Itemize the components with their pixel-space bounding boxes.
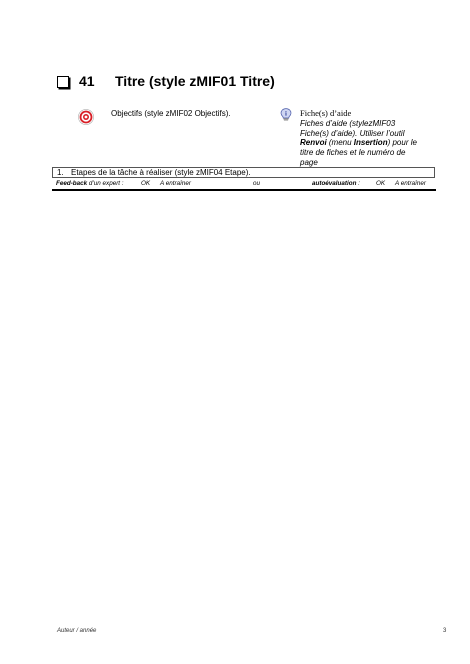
fiches-line: Fiches d’aide (stylezMIF03	[300, 118, 396, 128]
fiches-heading: Fiche(s) d’aide	[300, 108, 352, 118]
fiches-line: page	[300, 157, 318, 167]
feedback-divider	[52, 189, 436, 191]
feedback-a-entrainer: A entraîner	[160, 180, 191, 187]
footer-author-year: Auteur / année	[57, 628, 97, 634]
step-text: Etapes de la tâche à réaliser (style zMIF04 Etape).	[71, 168, 251, 177]
autoevaluation-ok: OK	[376, 180, 386, 187]
renvoi-keyword: Renvoi	[300, 138, 327, 148]
feedback-ou: ou	[253, 180, 261, 187]
autoevaluation-a-entrainer: A entraîner	[395, 180, 426, 187]
target-icon	[78, 109, 94, 125]
fiches-line: Renvoi (menu Insertion) pour le	[300, 138, 417, 148]
chapter-number: 41	[79, 73, 95, 89]
feedback-label: Feed-back d’un expert :	[56, 180, 124, 187]
autoevaluation-label: autoévaluation :	[312, 180, 360, 187]
fiches-body	[300, 119, 440, 168]
page-number: 3	[443, 628, 447, 634]
fiches-line: Fiche(s) d’aide). Utiliser l’outil	[300, 128, 405, 138]
chapter-heading	[57, 71, 275, 91]
step-number: 1.	[57, 168, 64, 177]
objectifs-text: Objectifs (style zMIF02 Objectifs).	[111, 109, 231, 118]
svg-text:i: i	[285, 111, 287, 118]
fiches-aide-block	[300, 109, 440, 168]
chapter-title: Titre (style zMIF01 Titre)	[115, 73, 275, 89]
feedback-row	[52, 180, 435, 189]
insertion-keyword: Insertion	[353, 138, 388, 148]
fiches-line: titre de fiches et le numéro de	[300, 148, 406, 158]
info-bulb-icon	[280, 108, 292, 121]
feedback-ok: OK	[141, 180, 151, 187]
checkbox-square-icon	[57, 76, 69, 88]
step-item	[52, 167, 435, 178]
